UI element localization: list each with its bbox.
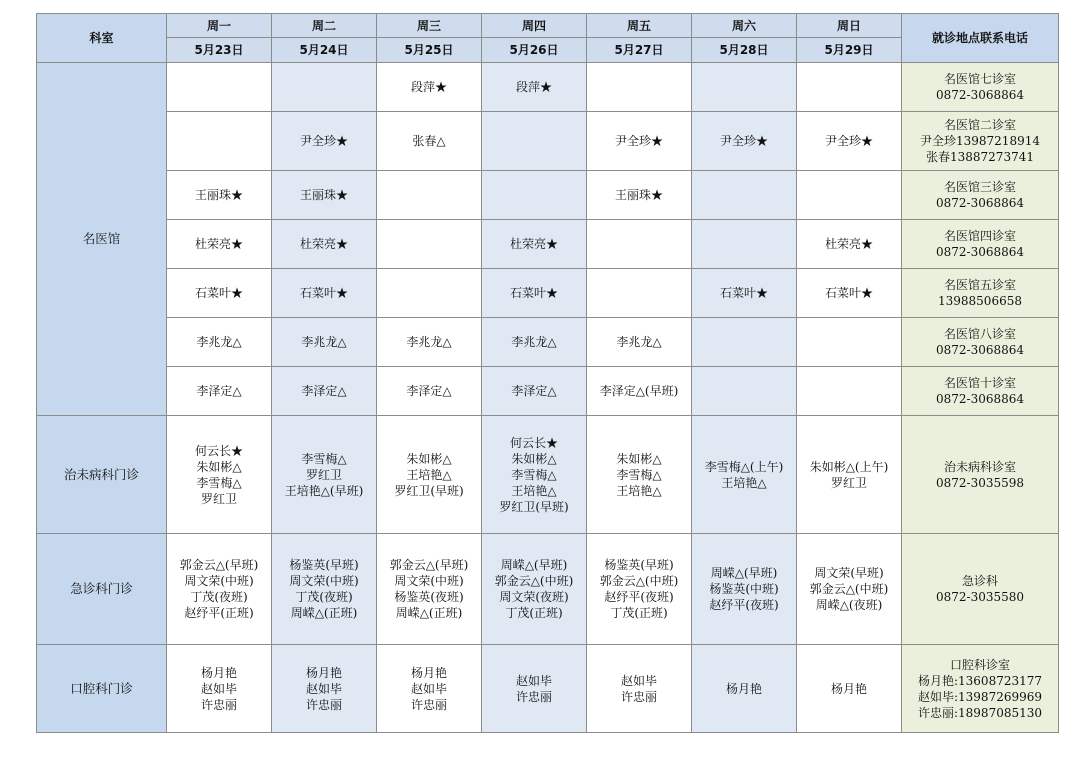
location-cell	[902, 318, 1059, 367]
schedule-cell: 石菜叶★	[482, 269, 587, 318]
duty-line: 赵如毕	[515, 673, 552, 688]
table-row	[37, 367, 1059, 416]
location-line: 0872-3068864	[935, 245, 1025, 259]
location-line: 0872-3068864	[935, 88, 1025, 102]
duty-line: 王培艳△	[616, 483, 662, 498]
duty-line: 杨鉴英(夜班)	[394, 590, 464, 604]
table-row	[37, 269, 1059, 318]
schedule-cell	[377, 171, 482, 220]
schedule-cell: 杜荣亮★	[272, 220, 377, 269]
duty-line: 周文荣(中班)	[394, 574, 464, 588]
schedule-cell	[692, 220, 797, 269]
location-cell	[902, 112, 1059, 171]
duty-line: 杨月艳	[725, 681, 762, 696]
location-line: 急诊科	[961, 574, 998, 588]
duty-line: 周文荣(夜班)	[499, 590, 569, 604]
table-row	[37, 220, 1059, 269]
schedule-cell	[167, 112, 272, 171]
location-line: 名医馆三诊室	[943, 180, 1016, 194]
duty-line: 朱如彬△	[511, 451, 557, 466]
duty-line: 赵如毕	[410, 681, 447, 696]
duty-line: 丁茂(夜班)	[190, 590, 248, 604]
duty-line: 罗红卫(早班)	[499, 499, 569, 514]
schedule-cell: 尹全珍★	[692, 112, 797, 171]
weekday-header: 周五	[587, 14, 692, 38]
schedule-cell	[482, 416, 587, 534]
schedule-cell	[167, 63, 272, 112]
dept-column-header: 科室	[37, 14, 167, 63]
location-line: 许忠丽:18987085130	[917, 705, 1043, 720]
schedule-cell	[482, 645, 587, 733]
date-header: 5月25日	[377, 38, 482, 63]
dept-cell-kouqiang: 口腔科门诊	[37, 645, 167, 733]
schedule-cell	[167, 645, 272, 733]
weekday-header: 周一	[167, 14, 272, 38]
location-line: 0872-3068864	[935, 392, 1025, 406]
schedule-cell	[797, 318, 902, 367]
schedule-cell: 段萍★	[377, 63, 482, 112]
location-cell	[902, 63, 1059, 112]
schedule-cell	[482, 171, 587, 220]
schedule-cell: 王丽珠★	[587, 171, 692, 220]
location-line: 名医馆四诊室	[943, 229, 1016, 243]
schedule-cell: 李兆龙△	[482, 318, 587, 367]
table-row	[37, 318, 1059, 367]
location-cell	[902, 220, 1059, 269]
schedule-cell	[797, 645, 902, 733]
duty-line: 周文荣(中班)	[184, 574, 254, 588]
duty-line: 杨月艳	[305, 665, 342, 680]
table-row	[37, 63, 1059, 112]
duty-line: 赵纾平(夜班)	[709, 598, 779, 612]
schedule-cell	[797, 534, 902, 645]
duty-line: 李雪梅△(上午)	[704, 459, 784, 474]
schedule-cell	[797, 63, 902, 112]
duty-line: 郭金云△(早班)	[179, 558, 259, 572]
schedule-cell: 杜荣亮★	[797, 220, 902, 269]
schedule-cell	[692, 367, 797, 416]
table-row	[37, 112, 1059, 171]
location-line: 13988506658	[938, 294, 1022, 308]
duty-line: 丁茂(正班)	[505, 606, 563, 620]
weekday-header: 周三	[377, 14, 482, 38]
duty-line: 王培艳△(早班)	[284, 483, 364, 498]
schedule-cell	[797, 171, 902, 220]
date-header: 5月27日	[587, 38, 692, 63]
schedule-cell	[377, 534, 482, 645]
date-header: 5月26日	[482, 38, 587, 63]
duty-line: 赵如毕	[305, 681, 342, 696]
duty-line: 李雪梅△	[301, 451, 347, 466]
duty-line: 朱如彬△	[196, 459, 242, 474]
duty-line: 李雪梅△	[511, 467, 557, 482]
location-cell	[902, 534, 1059, 645]
duty-line: 赵纾平(正班)	[184, 606, 254, 620]
dept-cell-zhiweibing: 治未病科门诊	[37, 416, 167, 534]
duty-line: 周文荣(早班)	[814, 566, 884, 580]
schedule-cell: 王丽珠★	[272, 171, 377, 220]
location-line: 张春13887273741	[926, 150, 1034, 164]
table-row	[37, 171, 1059, 220]
duty-line: 郭金云△(早班)	[389, 558, 469, 572]
duty-line: 罗红卫(早班)	[394, 483, 464, 498]
schedule-cell	[692, 416, 797, 534]
schedule-cell	[587, 63, 692, 112]
schedule-cell: 李泽定△(早班)	[587, 367, 692, 416]
location-line: 0872-3035580	[935, 590, 1025, 604]
header-weekday-row	[37, 14, 1059, 38]
duty-line: 许忠丽	[620, 689, 657, 704]
dept-cell-mingyiguan: 名医馆	[37, 63, 167, 416]
schedule-cell	[692, 645, 797, 733]
location-line: 尹全珍13987218914	[920, 134, 1040, 148]
duty-line: 杨月艳	[830, 681, 867, 696]
schedule-cell: 尹全珍★	[272, 112, 377, 171]
location-line: 名医馆二诊室	[943, 118, 1016, 132]
table-row	[37, 416, 1059, 534]
schedule-cell: 李兆龙△	[167, 318, 272, 367]
location-line: 杨月艳:13608723177	[917, 673, 1043, 688]
schedule-cell	[377, 269, 482, 318]
duty-line: 周嵘△(早班)	[710, 566, 778, 580]
duty-line: 朱如彬△	[616, 451, 662, 466]
schedule-cell	[482, 112, 587, 171]
schedule-cell: 段萍★	[482, 63, 587, 112]
schedule-cell: 李泽定△	[272, 367, 377, 416]
duty-line: 周嵘△(正班)	[395, 606, 463, 620]
location-line: 名医馆五诊室	[943, 278, 1016, 292]
duty-line: 罗红卫	[200, 491, 237, 506]
duty-line: 赵纾平(夜班)	[604, 590, 674, 604]
duty-line: 何云长★	[194, 443, 243, 458]
schedule-cell	[587, 220, 692, 269]
duty-line: 许忠丽	[515, 689, 552, 704]
location-cell	[902, 416, 1059, 534]
duty-line: 王培艳△	[406, 467, 452, 482]
duty-line: 何云长★	[509, 435, 558, 450]
duty-line: 杨鉴英(早班)	[604, 558, 674, 572]
duty-line: 周嵘△(夜班)	[815, 598, 883, 612]
schedule-cell	[797, 416, 902, 534]
schedule-cell: 李兆龙△	[377, 318, 482, 367]
table-row	[37, 645, 1059, 733]
schedule-cell	[377, 645, 482, 733]
schedule-cell	[692, 318, 797, 367]
location-line: 口腔科诊室	[949, 657, 1010, 672]
duty-line: 罗红卫	[830, 475, 867, 490]
location-line: 0872-3068864	[935, 343, 1025, 357]
schedule-cell	[272, 534, 377, 645]
weekday-header: 周日	[797, 14, 902, 38]
duty-line: 王培艳△	[721, 475, 767, 490]
schedule-cell	[272, 645, 377, 733]
location-line: 名医馆十诊室	[943, 376, 1016, 390]
location-cell	[902, 269, 1059, 318]
weekday-header: 周六	[692, 14, 797, 38]
duty-line: 朱如彬△(上午)	[809, 459, 889, 474]
weekday-header: 周四	[482, 14, 587, 38]
location-cell	[902, 171, 1059, 220]
location-line: 0872-3068864	[935, 196, 1025, 210]
duty-line: 许忠丽	[200, 697, 237, 712]
schedule-cell: 尹全珍★	[797, 112, 902, 171]
duty-line: 郭金云△(中班)	[494, 574, 574, 588]
duty-line: 杨月艳	[200, 665, 237, 680]
duty-line: 郭金云△(中班)	[599, 574, 679, 588]
duty-line: 许忠丽	[305, 697, 342, 712]
location-line: 0872-3035598	[935, 475, 1025, 490]
weekday-header: 周二	[272, 14, 377, 38]
schedule-cell	[272, 63, 377, 112]
dept-cell-jizhen: 急诊科门诊	[37, 534, 167, 645]
duty-line: 杨月艳	[410, 665, 447, 680]
location-line: 赵如毕:13987269969	[917, 689, 1043, 704]
schedule-cell: 石菜叶★	[692, 269, 797, 318]
duty-line: 李雪梅△	[196, 475, 242, 490]
location-cell	[902, 645, 1059, 733]
schedule-cell	[692, 63, 797, 112]
duty-line: 丁茂(夜班)	[295, 590, 353, 604]
schedule-cell: 石菜叶★	[797, 269, 902, 318]
schedule-cell: 杜荣亮★	[167, 220, 272, 269]
schedule-cell	[482, 534, 587, 645]
date-header: 5月24日	[272, 38, 377, 63]
duty-line: 郭金云△(中班)	[809, 582, 889, 596]
duty-line: 周嵘△(早班)	[500, 558, 568, 572]
schedule-cell	[587, 269, 692, 318]
duty-line: 赵如毕	[200, 681, 237, 696]
schedule-cell	[377, 416, 482, 534]
duty-line: 周嵘△(正班)	[290, 606, 358, 620]
schedule-cell: 张春△	[377, 112, 482, 171]
schedule-cell	[167, 534, 272, 645]
duty-line: 杨鉴英(中班)	[709, 582, 779, 596]
duty-line: 李雪梅△	[616, 467, 662, 482]
schedule-cell: 王丽珠★	[167, 171, 272, 220]
duty-schedule-table	[36, 13, 1059, 733]
schedule-cell: 李泽定△	[377, 367, 482, 416]
schedule-cell	[272, 416, 377, 534]
location-cell	[902, 367, 1059, 416]
schedule-cell	[587, 416, 692, 534]
date-header: 5月28日	[692, 38, 797, 63]
schedule-cell	[587, 534, 692, 645]
duty-line: 杨鉴英(早班)	[289, 558, 359, 572]
duty-line: 周文荣(中班)	[289, 574, 359, 588]
schedule-cell: 杜荣亮★	[482, 220, 587, 269]
schedule-cell	[377, 220, 482, 269]
schedule-cell	[797, 367, 902, 416]
schedule-cell: 尹全珍★	[587, 112, 692, 171]
schedule-cell	[167, 416, 272, 534]
location-line: 治未病科诊室	[943, 459, 1016, 474]
schedule-cell	[587, 645, 692, 733]
location-line: 名医馆七诊室	[943, 72, 1016, 86]
schedule-cell: 李兆龙△	[587, 318, 692, 367]
location-column-header: 就诊地点联系电话	[902, 14, 1059, 63]
duty-line: 丁茂(正班)	[610, 606, 668, 620]
schedule-cell: 李兆龙△	[272, 318, 377, 367]
duty-line: 王培艳△	[511, 483, 557, 498]
location-line: 名医馆八诊室	[943, 327, 1016, 341]
duty-line: 朱如彬△	[406, 451, 452, 466]
schedule-cell: 李泽定△	[482, 367, 587, 416]
duty-line: 赵如毕	[620, 673, 657, 688]
schedule-cell	[692, 534, 797, 645]
schedule-cell: 石菜叶★	[167, 269, 272, 318]
duty-line: 罗红卫	[305, 467, 342, 482]
schedule-cell	[692, 171, 797, 220]
schedule-cell: 李泽定△	[167, 367, 272, 416]
date-header: 5月23日	[167, 38, 272, 63]
date-header: 5月29日	[797, 38, 902, 63]
table-row	[37, 534, 1059, 645]
duty-line: 许忠丽	[410, 697, 447, 712]
schedule-cell: 石菜叶★	[272, 269, 377, 318]
